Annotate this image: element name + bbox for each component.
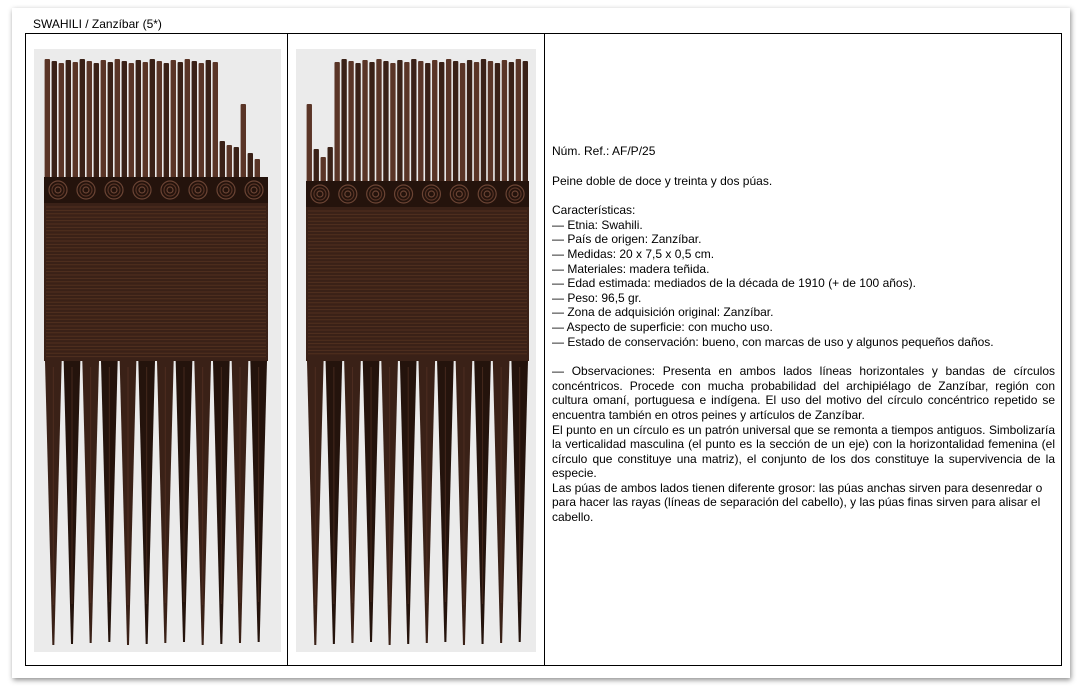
characteristic-item: — Medidas: 20 x 7,5 x 0,5 cm. <box>552 246 715 261</box>
characteristic-item: — Etnia: Swahili. <box>552 217 643 232</box>
observations-paragraph: Las púas de ambos lados tienen diferente grosor: las púas anchas sirven para desenredar o para hacer las rayas (líneas de separación del cabello), y las púas finas sirven para alisar el cabello. <box>552 480 1043 525</box>
comb-description: Peine doble de doce y treinta y dos púas. <box>552 173 773 188</box>
characteristics-heading: Características: <box>552 203 636 218</box>
description-column <box>552 144 1055 525</box>
comb-back-image <box>296 49 536 652</box>
column-divider-1 <box>287 33 288 666</box>
characteristic-item: — Peso: 96,5 gr. <box>552 290 642 305</box>
characteristic-item: — Materiales: madera teñida. <box>552 261 710 276</box>
observations-paragraph: — Observaciones: Presenta en ambos lados líneas horizontales y bandas de círculos concéntricos. Procede con mucha probabilidad del archipiélago de Zanzíbar, región con cultura omaní, portuguesa e indígena. El uso del motivo del círculo concéntrico repetido se encuentra también en otros peines y artículos de Zanzíbar. <box>552 364 1055 422</box>
page-title: SWAHILI / Zanzíbar (5*) <box>33 17 162 31</box>
characteristic-item: — Edad estimada: mediados de la década de 1910 (+ de 100 años). <box>552 276 916 291</box>
characteristic-item: — País de origen: Zanzíbar. <box>552 232 702 247</box>
reference-number: Núm. Ref.: AF/P/25 <box>552 144 656 158</box>
characteristic-item: — Estado de conservación: bueno, con marcas de uso y algunos pequeños daños. <box>552 334 994 349</box>
characteristic-item: — Zona de adquisición original: Zanzíbar. <box>552 305 774 320</box>
column-divider-2 <box>544 33 545 666</box>
comb-front-image <box>34 49 281 652</box>
characteristic-item: — Aspecto de superficie: con mucho uso. <box>552 319 773 334</box>
observations-paragraph: El punto en un círculo es un patrón universal que se remonta a tiempos antiguos. Simbolizaría la verticalidad masculina (el punto es la sección de un eje) con la horizontalidad femenina (el círculo que constituye una matriz), el conjunto de los dos constituye la supervivencia de la especie. <box>552 422 1055 481</box>
comb-photo-back <box>296 49 536 652</box>
comb-photo-front <box>34 49 281 652</box>
